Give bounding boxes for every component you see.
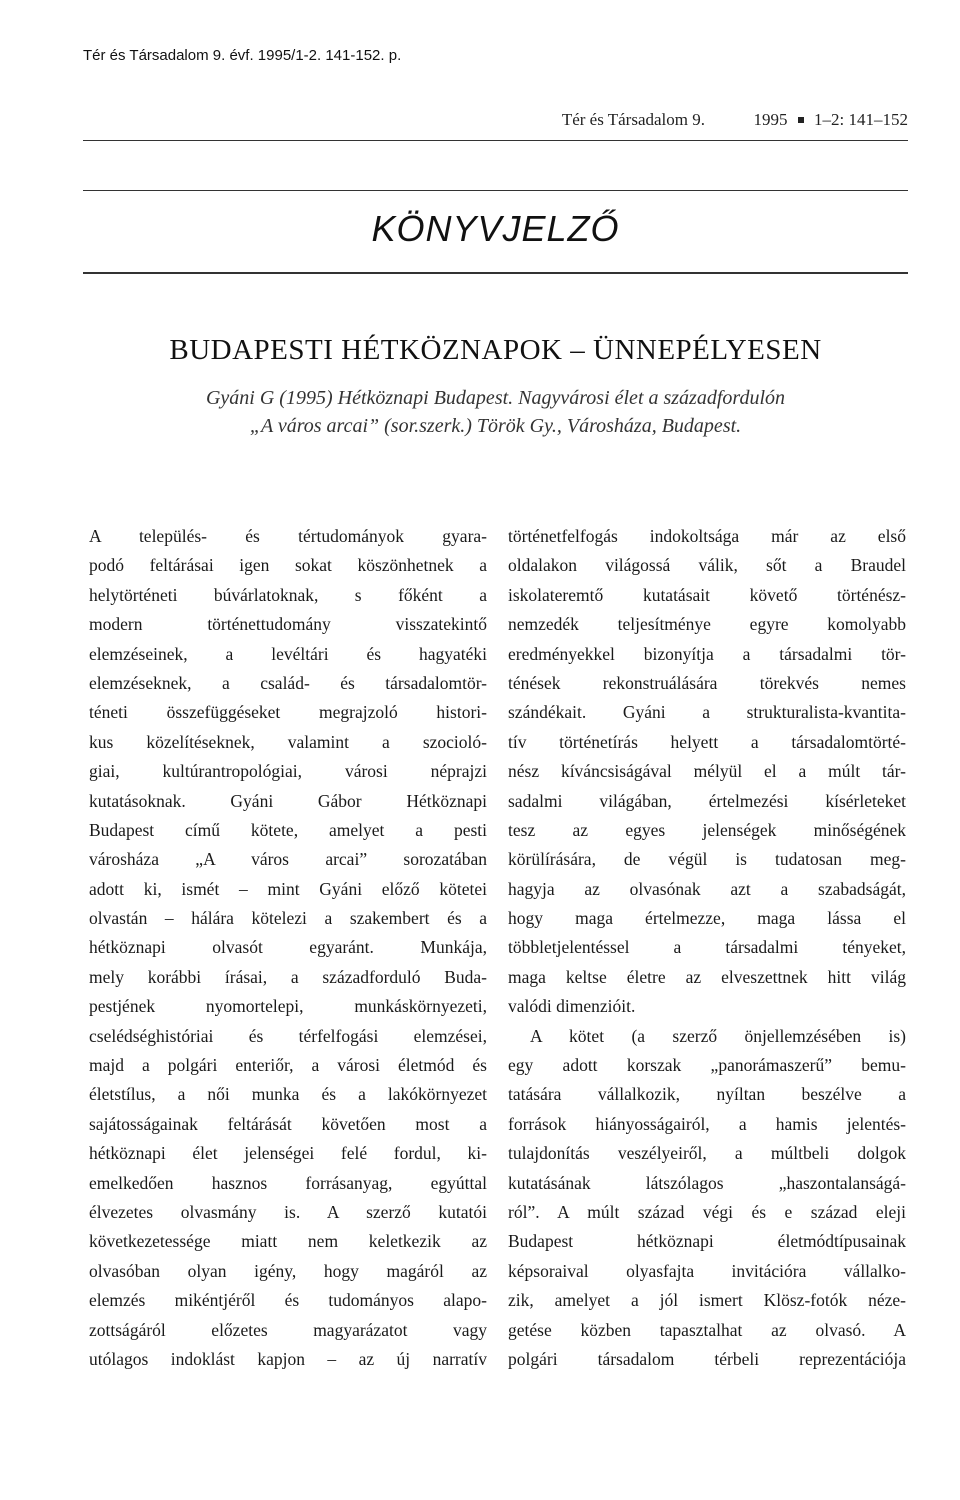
text-line: körülírására, de végül is tudatosan meg- — [508, 849, 906, 870]
text-line: tív történetírás helyett a társadalomtörté- — [508, 731, 906, 752]
left-column — [89, 522, 487, 1374]
text-line: zottságáról előzetes magyarázatot vagy — [89, 1319, 487, 1340]
section-top-rule — [83, 190, 908, 191]
text-line: eredményekkel bizonyítja a társadalmi tör- — [508, 643, 906, 664]
text-line: adott ki, ismét – mint Gyáni előző kötetei — [89, 878, 487, 899]
text-line: életstílus, a női munka és a lakókörnyezet — [89, 1084, 487, 1105]
section-bottom-rule — [83, 272, 908, 274]
text-line: téneti összefüggéseket megrajzoló histori- — [89, 702, 487, 723]
text-line: Budapest című kötete, amelyet a pesti — [89, 819, 487, 840]
text-line: hogy maga értelmezze, maga lássa el — [508, 908, 906, 929]
text-line: sadalmi világában, értelmezési kísérleteket — [508, 790, 906, 811]
book-reference — [83, 384, 908, 440]
journal-name: Tér és Társadalom 9. — [561, 110, 706, 129]
text-line: nemzedék teljesítménye egyre komolyabb — [508, 614, 906, 635]
text-line: hétköznapi élet jelenségei felé fordul, ki- — [89, 1143, 487, 1164]
text-line: tatására vállalkozik, nyíltan beszélve a — [508, 1084, 906, 1105]
text-line: tesz az egyes jelenségek minőségének — [508, 819, 906, 840]
text-line: majd a polgári enteriőr, a városi életmód és — [89, 1055, 487, 1076]
journal-issue: 1995 — [753, 110, 788, 129]
text-line: olvastán – hálára kötelezi a szakembert és a — [89, 908, 487, 929]
text-line: képsoraival olyasfajta invitációra vállalko- — [508, 1260, 906, 1281]
text-line: giai, kultúrantropológiai, városi néprajzi — [89, 761, 487, 782]
text-line: tulajdonítás veszélyeiről, a múltbeli dolgok — [508, 1143, 906, 1164]
text-line: Budapest hétköznapi életmódtípusainak — [508, 1231, 906, 1252]
journal-pages: 1–2: 141–152 — [814, 110, 908, 129]
book-reference-line: „A város arcai” (sor.szerk.) Török Gy., Városháza, Budapest. — [249, 415, 742, 437]
text-line: cselédséghistóriai és térfelfogási elemzései, — [89, 1025, 487, 1046]
text-line: podó feltárásai igen sokat köszönhetnek a — [89, 555, 487, 576]
section-title: KÖNYVJELZŐ — [371, 208, 620, 249]
text-line: modern történettudomány visszatekintő — [89, 614, 487, 635]
text-line: maga keltse életre az elveszettnek hitt világ — [508, 966, 906, 987]
text-line: A kötet (a szerző önjellemzésében is) — [530, 1025, 906, 1046]
text-line: mely korábbi írásai, a századforduló Buda- — [89, 966, 487, 987]
text-line: kutatásának látszólagos „haszontalanságá- — [508, 1172, 906, 1193]
book-reference-line: Gyáni G (1995) Hétköznapi Budapest. Nagyvárosi élet a századfordulón — [205, 387, 785, 409]
text-line: sajátosságainak feltárását követően most a — [89, 1113, 487, 1134]
text-line: elemzés mikéntjéről és tudományos alapo- — [89, 1290, 487, 1311]
text-line: utólagos indoklást kapjon – az új narratív — [89, 1348, 487, 1369]
text-line: többletjelentéssel a társadalmi tényeket, — [508, 937, 906, 958]
text-line: helytörténeti búvárlatoknak, s főként a — [89, 584, 487, 605]
header-divider — [83, 140, 908, 141]
article-title: BUDAPESTI HÉTKÖZNAPOK – ÜNNEPÉLYESEN — [169, 334, 822, 366]
text-line: kutatásoknak. Gyáni Gábor Hétköznapi — [89, 790, 487, 811]
square-bullet-icon — [798, 117, 804, 123]
text-line: hétköznapi olvasót egyaránt. Munkája, — [89, 937, 487, 958]
text-line: nész kíváncsiságával mélyül el a múlt tár- — [508, 761, 906, 782]
text-line: szándékait. Gyáni a strukturalista-kvantita- — [508, 702, 906, 723]
text-line: valódi dimenzióit. — [508, 996, 636, 1017]
text-line: elemzéseinek, a levéltári és hagyatéki — [89, 643, 487, 664]
text-line: polgári társadalom térbeli reprezentációja — [508, 1348, 906, 1369]
text-line: olvasóban olyan igény, hogy magáról az — [89, 1260, 487, 1281]
text-line: élvezetes olvasmány is. A szerző kutatói — [89, 1201, 487, 1222]
text-line: zik, amelyet a jól ismert Klösz-fotók néze- — [508, 1290, 906, 1311]
text-line: iskolateremtő kutatásait követő történész- — [508, 584, 906, 605]
text-line: emelkedően hasznos forrásanyag, egyúttal — [89, 1172, 487, 1193]
text-line: A település- és tértudományok gyara- — [89, 526, 487, 546]
text-line: getése közben tapasztalhat az olvasó. A — [508, 1319, 906, 1340]
right-column — [508, 522, 906, 1374]
text-line: ról”. A múlt század végi és e század eleji — [508, 1201, 906, 1222]
text-line: következetessége miatt nem keletkezik az — [89, 1231, 487, 1252]
text-line: források hiányosságairól, a hamis jelentés- — [508, 1113, 906, 1134]
text-line: városháza „A város arcai” sorozatában — [89, 849, 487, 870]
journal-header — [83, 110, 908, 130]
text-line: kus közelítéseknek, valamint a szocioló- — [89, 731, 487, 752]
text-line: ténések rekonstruálására törekvés nemes — [508, 672, 906, 693]
text-line: történetfelfogás indokoltsága már az első — [508, 526, 906, 546]
citation-line: Tér és Társadalom 9. évf. 1995/1-2. 141-152. p. — [83, 47, 402, 64]
text-line: egy adott korszak „panorámaszerű” bemu- — [508, 1055, 906, 1076]
text-line: pestjének nyomortelepi, munkáskörnyezeti, — [89, 996, 487, 1017]
text-line: oldalakon világossá válik, sőt a Braudel — [508, 555, 906, 576]
text-line: elemzéseknek, a család- és társadalomtör- — [89, 672, 487, 693]
text-line: hagyja az olvasónak azt a szabadságát, — [508, 878, 906, 899]
